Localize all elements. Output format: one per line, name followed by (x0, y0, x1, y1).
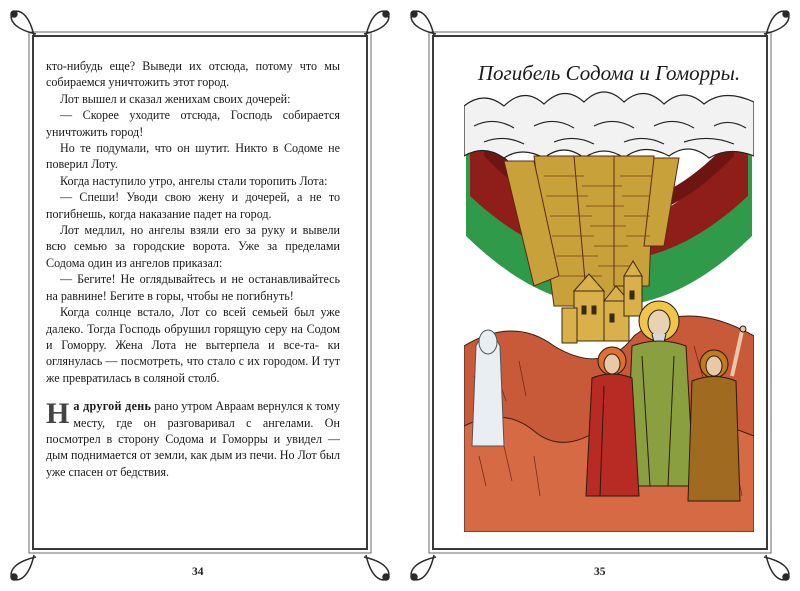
corner-ornament-bottom-left (411, 555, 436, 580)
paragraph: Когда наступило утро, ангелы стали торопить Лота: (60, 173, 328, 188)
corner-ornament-bottom-right (364, 555, 389, 580)
section-paragraph (46, 398, 340, 480)
paragraph: — Скорее уходите отсюда, Господь собирается уничтожить город! (46, 108, 340, 139)
paragraph: Лот вышел и сказал женихам своих дочерей: (60, 91, 291, 106)
corner-ornament-bottom-right (764, 555, 789, 580)
body-text (46, 58, 340, 480)
right-page (400, 0, 800, 591)
page-number: 35 (594, 566, 606, 578)
illustration-title: Погибель Содома и Гоморры. (477, 61, 741, 85)
page-number: 34 (192, 566, 204, 578)
pillar-of-salt (472, 330, 504, 446)
paragraph: Но те подумали, что он шутит. Никто в Содоме не поверил Лоту. (46, 141, 340, 172)
paragraph: Когда солнце встало, Лот со всей семьей был уже далеко. Тогда Господь обрушил горящую серу на Содом и Гоморру. Жена Лота не вытерпела и все-та- ки оглянулась — посмотреть, что стало с их городом. И тут же превратилась в соляной столб. (46, 305, 340, 385)
paragraph: Лот медлил, но ангелы взяли его за руку и вывели всю семью за городские ворота. Уже за пределами Содома один из ангелов приказал: (46, 223, 340, 270)
corner-ornament-bottom-left (11, 555, 36, 580)
paragraph: — Спеши! Уводи свою жену и дочерей, а не то погибнешь, когда наказание падет на город. (46, 190, 340, 221)
illustration-sodom-gomorrah (464, 46, 754, 532)
section-lead: а другой день (73, 399, 152, 414)
paragraph: — Бегите! Не оглядывайтесь и не останавливайтесь на равнине! Бегите в горы, чтобы не погибнуть! (46, 272, 340, 303)
section-text: рано утром Авраам вернулся к тому месту, где он разговаривал с ангелами. Он посмотрел в сторону Содома и Гоморры и увидел — дым поднимается от земли, как дым из печи. Но Лот был уже спасен от бедствия. (46, 399, 341, 479)
clouds (464, 92, 754, 158)
drop-cap: Н (46, 397, 70, 431)
paragraph: кто-нибудь еще? Выведи их отсюда, потому что мы собираемся уничтожить этот город. (46, 59, 340, 90)
